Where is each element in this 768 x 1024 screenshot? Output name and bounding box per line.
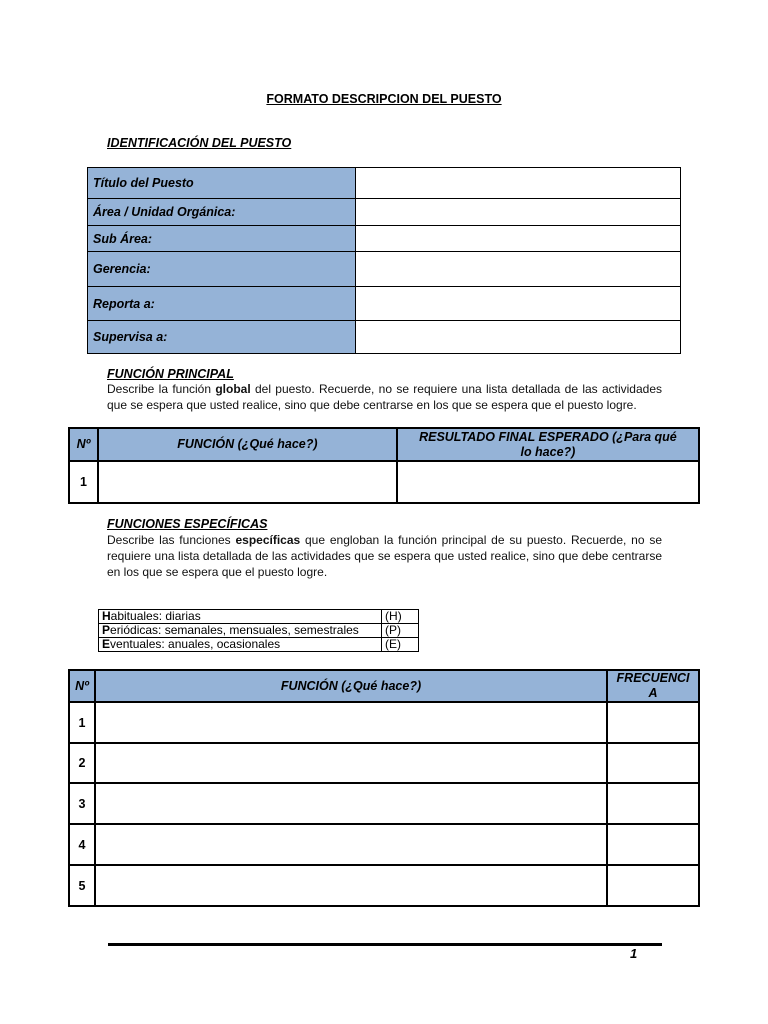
id-row-area <box>88 199 681 226</box>
legend-row-habituales <box>99 610 419 624</box>
row-number: 5 <box>69 865 95 906</box>
column-header-number: Nº <box>69 428 98 461</box>
legend-code: (E) <box>382 638 419 652</box>
table-row <box>69 865 699 906</box>
legend-initial: E <box>102 637 111 651</box>
funcion-principal-heading: FUNCIÓN PRINCIPAL <box>107 367 234 381</box>
description-text: Describe las funciones <box>107 533 236 547</box>
legend-label <box>99 624 382 638</box>
table-row <box>69 461 699 503</box>
id-value-field[interactable] <box>355 287 680 321</box>
frequency-legend-table <box>98 609 419 652</box>
legend-row-eventuales <box>99 638 419 652</box>
column-header-resultado: RESULTADO FINAL ESPERADO (¿Para qué lo hace?) <box>397 428 699 461</box>
table-row <box>69 783 699 824</box>
row-number: 1 <box>69 461 98 503</box>
legend-text: ventuales: anuales, ocasionales <box>110 637 281 651</box>
id-label: Gerencia: <box>88 252 356 287</box>
resultado-field[interactable] <box>397 461 699 503</box>
id-label: Área / Unidad Orgánica: <box>88 199 356 226</box>
column-header-number: Nº <box>69 670 95 702</box>
column-header-frecuencia: FRECUENCI A <box>607 670 699 702</box>
frecuencia-field[interactable] <box>607 824 699 865</box>
funcion-principal-description <box>107 381 662 427</box>
legend-text: abituales: diarias <box>110 609 201 623</box>
funcion-field[interactable] <box>95 824 607 865</box>
identificacion-table <box>87 167 681 354</box>
id-label: Reporta a: <box>88 287 356 321</box>
funcion-field[interactable] <box>95 702 607 743</box>
description-text: que engloban la función principal de su puesto. Recuerde, no se requiere una lista detallada de las actividades que se espera que usted realice, sino que debe centrarse en los que se espera que el puesto logre. <box>107 533 662 579</box>
description-text: Describe la función <box>107 382 216 396</box>
frecuencia-field[interactable] <box>607 865 699 906</box>
funcion-field[interactable] <box>98 461 397 503</box>
id-label: Título del Puesto <box>88 168 356 199</box>
funciones-especificas-heading: FUNCIONES ESPECÍFICAS <box>107 517 268 531</box>
id-row-subarea <box>88 226 681 252</box>
funcion-field[interactable] <box>95 783 607 824</box>
id-row-reporta <box>88 287 681 321</box>
document-title: FORMATO DESCRIPCION DEL PUESTO <box>266 92 502 106</box>
id-value-field[interactable] <box>355 252 680 287</box>
table-row <box>69 743 699 783</box>
frecuencia-field[interactable] <box>607 783 699 824</box>
legend-label <box>99 638 382 652</box>
row-number: 3 <box>69 783 95 824</box>
legend-code: (H) <box>382 610 419 624</box>
row-number: 1 <box>69 702 95 743</box>
id-row-titulo <box>88 168 681 199</box>
column-header-funcion: FUNCIÓN (¿Qué hace?) <box>95 670 607 702</box>
column-header-funcion: FUNCIÓN (¿Qué hace?) <box>98 428 397 461</box>
legend-initial: H <box>102 609 111 623</box>
table-row <box>69 702 699 743</box>
id-value-field[interactable] <box>355 226 680 252</box>
description-bold-text: global <box>215 382 251 396</box>
row-number: 2 <box>69 743 95 783</box>
id-value-field[interactable] <box>355 321 680 354</box>
description-bold-text: específicas <box>235 533 301 547</box>
footer-divider <box>108 943 662 946</box>
id-value-field[interactable] <box>355 199 680 226</box>
funciones-especificas-description <box>107 532 662 580</box>
table-header-row <box>69 670 699 702</box>
id-row-gerencia <box>88 252 681 287</box>
legend-row-periodicas <box>99 624 419 638</box>
id-row-supervisa <box>88 321 681 354</box>
legend-code: (P) <box>382 624 419 638</box>
frecuencia-field[interactable] <box>607 702 699 743</box>
funcion-field[interactable] <box>95 743 607 783</box>
funcion-field[interactable] <box>95 865 607 906</box>
funcion-principal-table <box>68 427 700 504</box>
id-label: Supervisa a: <box>88 321 356 354</box>
funciones-especificas-table <box>68 669 700 907</box>
legend-label <box>99 610 382 624</box>
identificacion-heading: IDENTIFICACIÓN DEL PUESTO <box>107 136 292 150</box>
page-number: 1 <box>630 946 638 961</box>
row-number: 4 <box>69 824 95 865</box>
legend-initial: P <box>102 623 111 637</box>
description-text: del puesto. Recuerde, no se requiere una lista detallada de las actividades que se espera que usted realice, sino que debe centrarse en los que se espera que el puesto logre. <box>107 382 662 412</box>
table-header-row <box>69 428 699 461</box>
id-value-field[interactable] <box>355 168 680 199</box>
frecuencia-field[interactable] <box>607 743 699 783</box>
id-label: Sub Área: <box>88 226 356 252</box>
table-row <box>69 824 699 865</box>
legend-text: eriódicas: semanales, mensuales, semestrales <box>110 623 359 637</box>
